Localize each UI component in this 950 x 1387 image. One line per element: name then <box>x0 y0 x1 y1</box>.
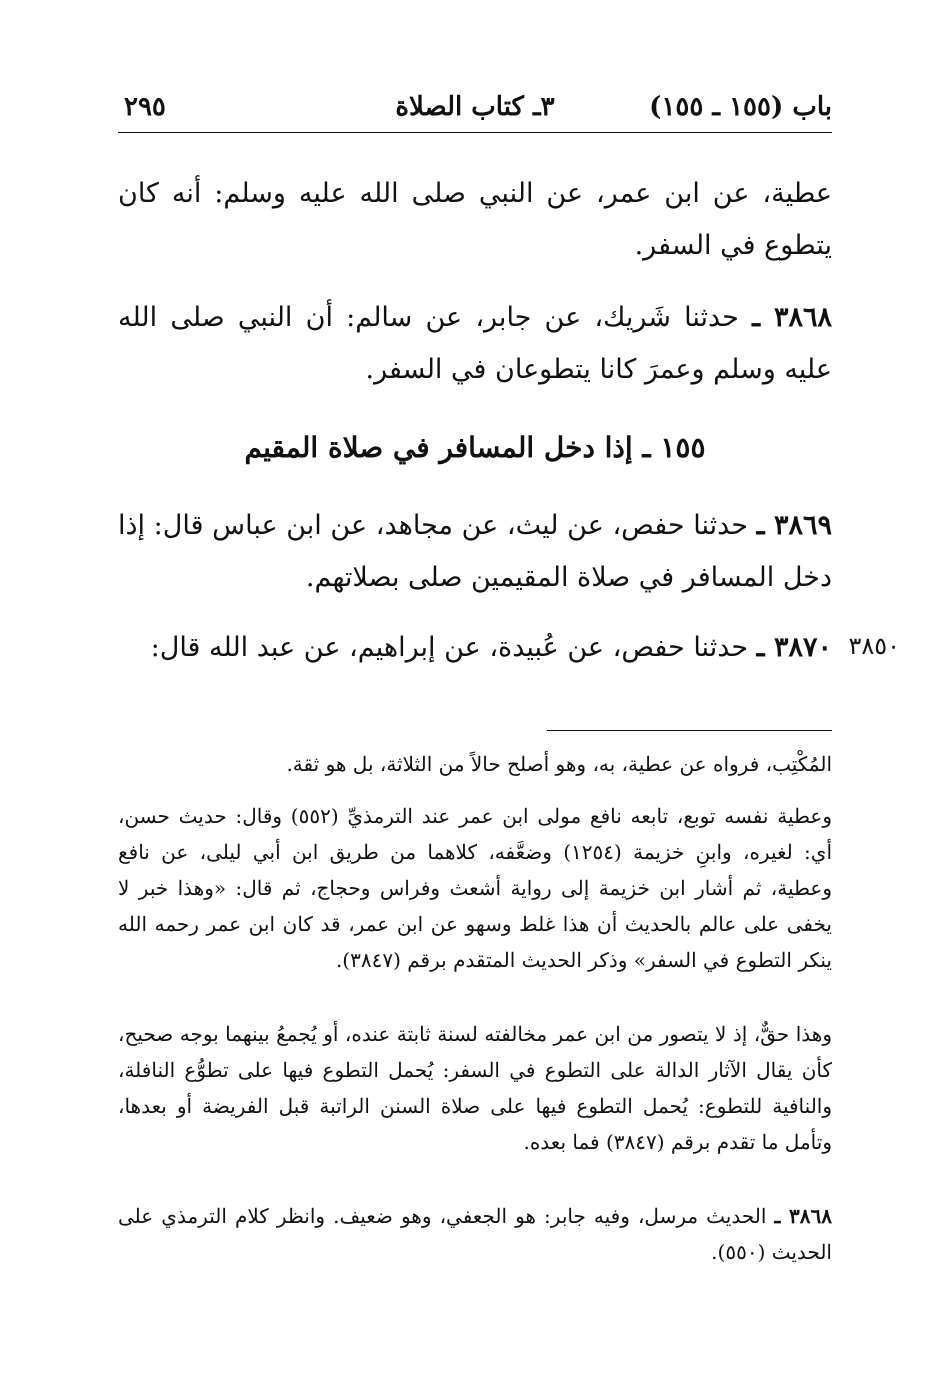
footnote-number: ٣٨٦٨ ـ <box>774 1204 833 1228</box>
book-title: ٣ـ كتاب الصلاة <box>395 92 555 122</box>
hadith-text: حدثنا حفص، عن ليث، عن مجاهد، عن ابن عباس قال: إذا دخل المسافر في صلاة المقيمين صلى بصلاتهم. <box>118 510 832 593</box>
hadith-3869 <box>118 500 832 604</box>
hadith-text: حدثنا حفص، عن عُبيدة، عن إبراهيم، عن عبد الله قال: <box>150 632 749 663</box>
hadith-number: ٣٨٧٠ ـ <box>756 632 832 663</box>
hadith-3868 <box>118 292 832 396</box>
paragraph-continuation: عطية، عن ابن عمر، عن النبي صلى الله عليه وسلم: أنه كان يتطوع في السفر. <box>118 178 832 261</box>
footnote-separator <box>547 730 832 731</box>
footnote-paragraph: المُكْتِب، فرواه عن عطية، به، وهو أصلح حالاً من الثلاثة، بل هو ثقة. <box>286 752 832 776</box>
hadith-3870 <box>118 622 832 674</box>
footnote-3868 <box>118 1198 832 1270</box>
hadith-number: ٣٨٦٩ ـ <box>756 510 833 541</box>
running-header <box>118 86 832 133</box>
hadith-text: حدثنا شَريك، عن جابر، عن سالم: أن النبي صلى الله عليه وسلم وعمرَ كانا يتطوعان في السفر. <box>118 302 832 385</box>
footnote-paragraph: وعطية نفسه توبع، تابعه نافع مولى ابن عمر عند الترمذيِّ (٥٥٢) وقال: حديث حسن، أي: لغيره، وابنِ خزيمة (١٢٥٤) وضعَّفه، كلاهما من طريق ابن أبي ليلى، عن نافع وعطية، ثم أشار ابن خزيمة إلى رواية أشعث وفراس وحجاج، ثم قال: «وهذا خبر لا يخفى على عالم بالحديث أن هذا غلط وسهو عن ابن عمر، قد كان ابن عمر رحمه الله ينكر التطوع في السفر» وذكر الحديث المتقدم برقم (٣٨٤٧). <box>118 804 833 972</box>
section-heading: ١٥٥ ـ إذا دخل المسافر في صلاة المقيم <box>244 431 706 464</box>
hadith-number: ٣٨٦٨ ـ <box>752 302 832 333</box>
margin-number: ٣٨٥٠ <box>848 632 900 660</box>
footnote-paragraph: وهذا حقٌّ، إذ لا يتصور من ابن عمر مخالفته لسنة ثابتة عنده، أو يُجمعُ بينهما بوجه صحيح، كأن يقال الآثار الدالة على التطوع في السفر: يُحمل التطوع فيها على تطوُّع النافلة، والنافية للتطوع: يُحمل التطوع فيها على صلاة السنن الراتبة قبل الفريضة أو بعدها، وتأمل ما تقدم برقم (٣٨٤٧) فما بعده. <box>118 1022 832 1154</box>
chapter-range: باب (١٥٥ ـ ١٥٥) <box>649 92 832 122</box>
footnote-text: الحديث مرسل، وفيه جابر: هو الجعفي، وهو ضعيف. وانظر كلام الترمذي على الحديث (٥٥٠). <box>118 1204 832 1264</box>
page-number: ٢٩٥ <box>124 92 166 122</box>
